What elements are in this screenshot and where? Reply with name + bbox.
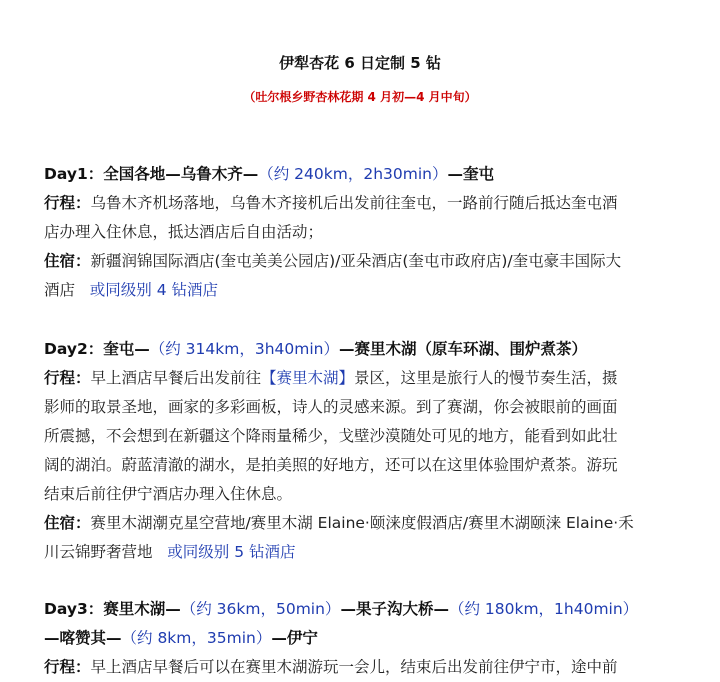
day3-heading-waypoint: —果子沟大桥— (340, 600, 449, 618)
day1-heading-destination: —奎屯 (447, 165, 494, 183)
day2-itinerary-text: 早上酒店早餐后出发前往 (90, 369, 262, 387)
day2-itinerary-line (44, 364, 684, 393)
day1-itinerary-line: 店办理入住休息，抵达酒店后自由活动； (44, 223, 324, 241)
day3-heading (44, 595, 684, 624)
day1-itinerary-label: 行程： (44, 194, 91, 212)
document-subtitle: （吐尔根乡野杏林花期 4 月初—4 月中旬） (243, 90, 477, 104)
day1-stay-text: 酒店 (44, 281, 76, 299)
day2-stay-line (44, 538, 684, 567)
day2-itinerary-text: 景区，这里是旅行人的慢节奏生活，摄 (354, 369, 618, 387)
day2-itinerary-highlight: 【赛里木湖】 (261, 369, 355, 387)
day1-heading-route: Day1：全国各地—乌鲁木齐— (44, 165, 259, 183)
day2-itinerary-line: 所震撼，不会想到在新疆这个降雨量稀少，戈壁沙漠随处可见的地方，能看到如此壮 (44, 427, 618, 445)
day1-stay-note: 或同级别 4 钻酒店 (89, 281, 219, 299)
day1-stay-text: 新疆润锦国际酒店(奎屯美美公园店)/亚朵酒店(奎屯市政府店)/奎屯豪丰国际大 (90, 252, 622, 270)
day2-heading-destination: —赛里木湖（原车环湖、围炉煮茶） (338, 340, 587, 358)
day2-stay-note: 或同级别 5 钻酒店 (167, 543, 296, 561)
day2-itinerary-line: 阔的湖泊。蔚蓝清澈的湖水，是拍美照的好地方，还可以在这里体验围炉煮茶。游玩 (44, 456, 618, 474)
day2-itinerary-line: 结束后前往伊宁酒店办理入住休息。 (44, 485, 293, 503)
day1-section (44, 160, 684, 305)
day1-heading-distance: （约 240km，2h30min） (258, 165, 448, 183)
day2-itinerary-line: 影师的取景圣地，画家的多彩画板，诗人的灵感来源。到了赛湖，你会被眼前的画面 (44, 398, 618, 416)
day3-heading-destination: —伊宁 (271, 629, 318, 647)
day3-itinerary-line (44, 653, 684, 682)
day2-stay-text: 赛里木湖潮克星空营地/赛里木湖 Elaine·颐涞度假酒店/赛里木湖颐涞 Elaine·禾 (90, 514, 634, 532)
day3-section (44, 595, 684, 682)
day3-itinerary-text: 早上酒店早餐后可以在赛里木湖游玩一会儿，结束后出发前往伊宁市，途中前 (90, 658, 618, 676)
day3-itinerary-label: 行程： (44, 658, 91, 676)
day1-stay-label: 住宿： (44, 252, 91, 270)
day2-section (44, 335, 684, 567)
day1-heading (44, 160, 684, 189)
day3-heading-distance: （约 8km，35min） (121, 629, 272, 647)
day1-itinerary-line (44, 189, 684, 218)
day1-stay-line (44, 247, 684, 276)
day2-heading-distance: （约 314km，3h40min） (149, 340, 339, 358)
day2-heading (44, 335, 684, 364)
day2-stay-line (44, 509, 684, 538)
day2-stay-text: 川云锦野奢营地 (44, 543, 153, 561)
day3-heading-distance: （约 180km，1h40min） (448, 600, 639, 618)
day2-itinerary-label: 行程： (44, 369, 91, 387)
day1-stay-line (44, 276, 684, 305)
day2-heading-route: Day2：奎屯— (44, 340, 150, 358)
day3-heading-cont (44, 624, 684, 653)
day3-heading-waypoint: —喀赞其— (44, 629, 122, 647)
day3-heading-route: Day3：赛里木湖— (44, 600, 181, 618)
document-title: 伊犁杏花 6 日定制 5 钻 (279, 54, 441, 72)
day3-heading-distance: （约 36km，50min） (180, 600, 341, 618)
day2-stay-label: 住宿： (44, 514, 91, 532)
day1-itinerary-text: 乌鲁木齐机场落地，乌鲁木齐接机后出发前往奎屯，一路前行随后抵达奎屯酒 (90, 194, 618, 212)
